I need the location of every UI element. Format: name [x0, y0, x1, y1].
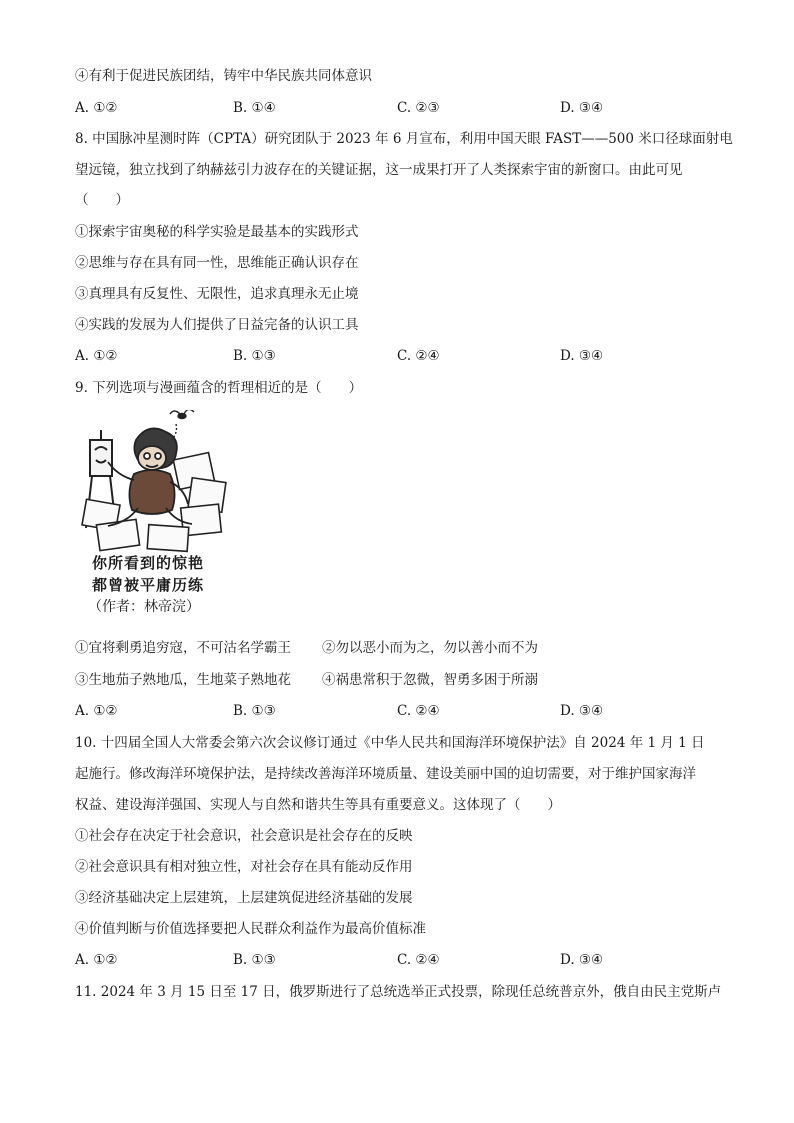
q9-option-a[interactable]: A. ①②: [75, 703, 118, 719]
q8-stem-line-3: （ ）: [75, 192, 129, 208]
q8-option-a[interactable]: A. ①②: [75, 348, 118, 364]
q7-option-d[interactable]: D. ③④: [560, 100, 604, 116]
q10-item-3: ③经济基础决定上层建筑，上层建筑促进经济基础的发展: [75, 890, 413, 906]
q11-stem-line-1: 11. 2024 年 3 月 15 日至 17 日，俄罗斯进行了总统选举正式投票，除现任总统普京外，俄自由民主党斯卢: [75, 984, 722, 1000]
q8-item-4: ④实践的发展为人们提供了日益完备的认识工具: [75, 317, 359, 333]
cartoon-caption-line-2: 都曾被平庸历练: [92, 576, 205, 594]
q7-option-c[interactable]: C. ②③: [397, 100, 440, 116]
q7-options: [75, 98, 725, 118]
q7-option-b[interactable]: B. ①④: [233, 100, 276, 116]
q10-item-2: ②社会意识具有相对独立性，对社会存在具有能动反作用: [75, 859, 413, 875]
cartoon-author: （作者：林帝浣）: [88, 599, 200, 615]
cartoon-caption-line-1: 你所看到的惊艳: [92, 554, 205, 572]
q10-option-a[interactable]: A. ①②: [75, 952, 118, 968]
q9-options: [75, 701, 725, 721]
q10-stem-line-2: 起施行。修改海洋环境保护法，是持续改善海洋环境质量、建设美丽中国的迫切需要，对于维护国家海洋: [75, 766, 696, 782]
q10-item-1: ①社会存在决定于社会意识，社会意识是社会存在的反映: [75, 828, 413, 844]
q8-item-1: ①探索宇宙奥秘的科学实验是最基本的实践形式: [75, 224, 359, 240]
q8-option-d[interactable]: D. ③④: [560, 348, 604, 364]
q10-option-d[interactable]: D. ③④: [560, 952, 604, 968]
fly-icon: [170, 410, 194, 440]
q10-option-b[interactable]: B. ①③: [233, 952, 276, 968]
q10-stem-line-1: 10. 十四届全国人大常委会第六次会议修订通过《中华人民共和国海洋环境保护法》自 2024 年 1 月 1 日: [75, 735, 705, 751]
q8-option-b[interactable]: B. ①③: [233, 348, 276, 364]
q8-option-c[interactable]: C. ②④: [397, 348, 440, 364]
q10-item-4: ④价值判断与价值选择要把人民群众利益作为最高价值标准: [75, 921, 426, 937]
q9-option-c[interactable]: C. ②④: [397, 703, 440, 719]
q8-options: [75, 346, 725, 366]
q7-option-a[interactable]: A. ①②: [75, 100, 118, 116]
q7-item-4: ④有利于促进民族团结，铸牢中华民族共同体意识: [75, 68, 372, 84]
q8-stem-line-1: 8. 中国脉冲星测时阵（CPTA）研究团队于 2023 年 6 月宣布，利用中国天眼 FAST——500 米口径球面射电: [75, 131, 733, 147]
q9-option-d[interactable]: D. ③④: [560, 703, 604, 719]
q10-option-c[interactable]: C. ②④: [397, 952, 440, 968]
q10-options: [75, 950, 725, 970]
q9-items-row-1: [75, 638, 675, 658]
q9-items-row-2: [75, 670, 675, 690]
q9-item-3: ③生地茄子熟地瓜，生地菜子熟地花: [75, 672, 291, 688]
q9-item-4: ④祸患常积于忽微，智勇多困于所溺: [322, 672, 538, 688]
q9-option-b[interactable]: B. ①③: [233, 703, 276, 719]
q8-item-2: ②思维与存在具有同一性，思维能正确认识存在: [75, 255, 359, 271]
q9-stem: 9. 下列选项与漫画蕴含的哲理相近的是（ ）: [75, 380, 363, 396]
q8-stem-line-2: 望远镜，独立找到了纳赫兹引力波存在的关键证据，这一成果打开了人类探索宇宙的新窗口。由此可见: [75, 162, 683, 178]
q9-item-2: ②勿以恶小而为之，勿以善小而不为: [322, 640, 538, 656]
q10-stem-line-3: 权益、建设海洋强国、实现人与自然和谐共生等具有重要意义。这体现了（ ）: [75, 797, 561, 813]
q9-item-1: ①宜将剩勇追穷寇，不可沽名学霸王: [75, 640, 291, 656]
q8-item-3: ③真理具有反复性、无限性，追求真理永无止境: [75, 286, 359, 302]
